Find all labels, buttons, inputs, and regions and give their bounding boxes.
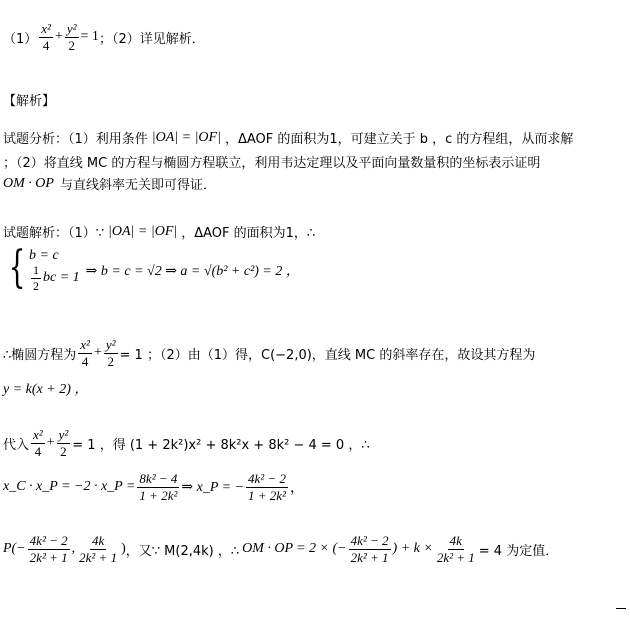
- left-brace-icon: {: [8, 242, 26, 293]
- ellipse-equation-line: ∴椭圆方程为 $\frac{\text{x²}}{4}$ + $\frac{\text{y²}}{2}$ = 1 ；（2）由（1）得，C(−2,0)，直线 MC 的斜率存在，故设其方程为: [3, 337, 536, 369]
- answer-line: （1） $\frac{\text{x²}}{4}$ + $\frac{\text{y²}}{2}$ = 1 ；（2）详见解析．: [3, 21, 205, 53]
- fraction-x2-over-4: $\frac{\text{x²}}{4}$: [41, 21, 51, 53]
- equation-system: { b = c $\frac{1}{2}$ bc = 1: [8, 242, 80, 293]
- analysis-line-2: ；（2）将直线 MC 的方程与椭圆方程联立，利用韦达定理以及平面向量数量积的坐标表示证明: [3, 156, 541, 171]
- derivation-chain: ⇒ b = c = √2 ⇒ a = √(b² + c²) = 2 ，: [85, 264, 300, 280]
- final-result-line: P(− $\frac{\text{4k² − 2}}{\text{2k² + 1}}$ , $\frac{4k}{\text{2k² + 1}}$ ) ，又∵ M(2,4k) ，∴ OM · OP = 2 × (− $\frac{\text{4k² − 2}}{\text{2k² + 1}}$ ) + k × $\frac{4k}{\text{2k² + 1}}$ = 4 为定值．: [3, 533, 559, 565]
- vector-dot-product: OM · OP: [3, 175, 54, 191]
- answer-part2-text: ；（2）详见解析．: [98, 31, 205, 47]
- page-edge-mark: [616, 608, 626, 609]
- line-equation: y = k(x + 2) ，: [3, 382, 89, 397]
- fraction-y2-over-2: $\frac{\text{y²}}{2}$: [66, 21, 77, 53]
- xp-derivation-line: x_C · x_P = −2 · x_P = $\frac{\text{8k² − 4}}{\text{1 + 2k²}}$ ⇒ x_P = − $\frac{\text{4k² − 2}}{\text{1 + 2k²}}$ ，: [3, 471, 304, 503]
- answer-part1-label: （1）: [3, 31, 38, 47]
- analysis-line-1: 试题分析：（1）利用条件 |OA| = |OF| ，ΔAOF 的面积为1，可建立关于 b ，c 的方程组，从而求解: [3, 129, 574, 147]
- answer-equation-end: = 1: [80, 29, 99, 45]
- equation-system-line: [3, 242, 300, 294]
- substitution-line: 代入 $\frac{\text{x²}}{4}$ + $\frac{\text{y²}}{2}$ = 1 ，得 (1 + 2k²)x² + 8k²x + 8k² − 4 = 0 ，∴: [3, 427, 370, 459]
- analysis-line-3: OM · OP 与直线斜率无关即可得证．: [3, 175, 216, 193]
- condition-expression: |OA| = |OF|: [151, 129, 221, 145]
- vector-dot-product-final: OM · OP: [242, 541, 294, 557]
- solution-line-1: 试题解析：（1）∵ |OA| = |OF| ，ΔAOF 的面积为1，∴: [3, 223, 316, 241]
- section-header: 【解析】: [3, 94, 56, 109]
